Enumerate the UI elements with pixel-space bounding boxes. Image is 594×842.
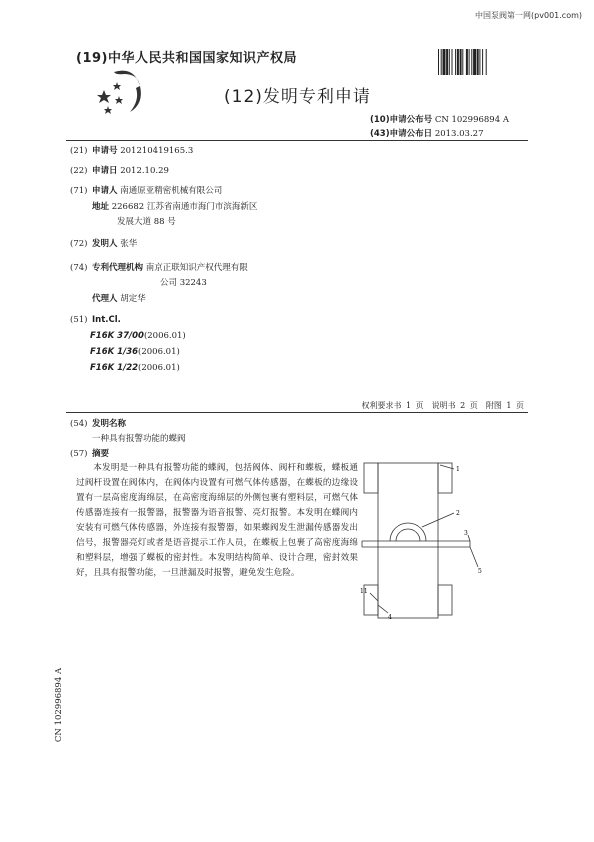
publication-number-row <box>370 113 509 125</box>
address-line-1: 226682 江苏省南通市海门市滨海新区 <box>111 202 258 212</box>
barcode-bar <box>449 49 450 75</box>
application-number-label: 申请号 <box>92 146 118 156</box>
application-date-row <box>70 164 169 179</box>
barcode-bar <box>438 49 439 75</box>
address-line-2: 发展大道 88 号 <box>117 217 176 227</box>
figure-label: 5 <box>478 568 482 575</box>
figure-label: 2 <box>456 510 460 517</box>
ipc-year: (2006.01) <box>143 331 186 341</box>
page-counts: 权利要求书 1 页 说明书 2 页 附图 1 页 <box>361 401 524 410</box>
barcode-bar <box>473 49 476 75</box>
barcode-bar <box>479 49 480 75</box>
applicant-value: 南通原亚精密机械有限公司 <box>120 186 223 196</box>
butterfly-valve-figure <box>360 455 490 625</box>
agency-row <box>70 261 248 276</box>
ipc-entry <box>90 331 186 341</box>
address-row <box>92 200 257 215</box>
barcode <box>438 49 524 75</box>
field-code: (57) <box>70 449 88 459</box>
inventor-row <box>70 237 137 252</box>
site-watermark: 中国泵阀第一网(pv001.com) <box>475 11 582 20</box>
agency-label: 专利代理机构 <box>92 263 144 273</box>
abstract-label: 摘要 <box>92 449 110 459</box>
application-date-label: 申请日 <box>92 166 118 176</box>
publication-date-value: 2013.03.27 <box>434 129 484 139</box>
field-code: (74) <box>70 263 88 273</box>
side-publication-number <box>52 660 66 750</box>
figure-label: 11 <box>360 588 368 595</box>
field-code: (72) <box>70 239 88 249</box>
barcode-bar <box>443 49 446 75</box>
inventor-label: 发明人 <box>92 239 118 249</box>
abstract-body <box>76 461 358 581</box>
side-number-text: CN 102996894 A <box>54 667 64 743</box>
field-code: (22) <box>70 166 88 176</box>
agent-row <box>92 292 146 307</box>
agent-value: 胡定华 <box>120 294 146 304</box>
barcode-bar <box>466 49 468 75</box>
field-code: (54) <box>70 419 88 429</box>
field-code: (51) <box>70 315 88 325</box>
application-number-row <box>70 144 193 159</box>
application-date-value: 2012.10.29 <box>120 166 169 176</box>
barcode-bar <box>469 49 470 75</box>
publication-date-label: (43)申请公布日 <box>370 129 433 139</box>
ipc-year: (2006.01) <box>138 363 180 373</box>
sipo-emblem-icon <box>94 66 146 118</box>
publication-number-label: (10)申请公布号 <box>370 115 433 125</box>
ipc-code: F16K 1/36 <box>90 347 139 357</box>
document-type-title: (12)发明专利申请 <box>224 87 371 107</box>
field-code: (21) <box>70 146 88 156</box>
ipc-entry <box>90 363 180 373</box>
figure-label: 4 <box>388 614 392 621</box>
ipc-entry <box>90 347 180 357</box>
agency-line-1: 南京正联知识产权代理有限 <box>145 263 248 273</box>
barcode-bar <box>441 49 442 75</box>
application-number-value: 201210419165.3 <box>120 146 194 156</box>
barcode-bar <box>486 49 487 75</box>
barcode-bar <box>471 49 472 75</box>
ipc-year: (2006.01) <box>138 347 180 357</box>
applicant-row <box>70 184 222 199</box>
barcode-bar <box>457 49 459 75</box>
ipc-code: F16K 37/00 <box>90 331 144 341</box>
mid-divider <box>66 412 528 413</box>
figure-label: 1 <box>456 466 460 473</box>
patent-office-name: (19)中华人民共和国国家知识产权局 <box>76 51 297 66</box>
abstract-heading-row <box>70 447 109 462</box>
intcl-label: Int.Cl. <box>92 315 121 325</box>
barcode-bar <box>455 49 456 75</box>
barcode-bar <box>482 49 483 75</box>
invention-title: 一种具有报警功能的蝶阀 <box>92 434 186 444</box>
publication-date-row <box>370 127 483 139</box>
publication-number-value: CN 102996894 A <box>434 115 509 125</box>
agent-label: 代理人 <box>92 294 118 304</box>
barcode-bar <box>452 49 453 75</box>
barcode-bar <box>477 49 479 75</box>
ipc-code: F16K 1/22 <box>90 363 139 373</box>
intcl-row <box>70 313 121 328</box>
abstract-text: 本发明是一种具有报警功能的蝶阀，包括阀体、阀杆和蝶板，蝶板通过阀杆设置在阀体内，在阀体内设置有可燃气体传感器，在蝶板的边缘设置有一层高密度海绵层，在高密度海绵层的外侧包裹有塑料层，可燃气体传感器连接有一报警器，报警器为语音报警、亮灯报警。本发明在蝶阀内安装有可燃气体传感器，外连接有报警器，如果蝶阀发生泄漏传感器发出信号，报警器亮灯或者是语音提示工作人员，在蝶板上包裹了高密度海绵和塑料层，增强了蝶板的密封性。本发明结构简单、设计合理，密封效果好，且具有报警功能，一旦泄漏及时报警，避免发生危险。 <box>76 463 358 578</box>
invention-title-label: 发明名称 <box>92 419 127 429</box>
barcode-bar <box>460 49 462 75</box>
barcode-bar <box>462 49 463 75</box>
top-divider <box>66 140 528 141</box>
field-code: (71) <box>70 186 88 196</box>
barcode-bar <box>446 49 448 75</box>
agency-line-2: 公司 32243 <box>160 278 207 288</box>
title-row <box>70 417 126 432</box>
inventor-value: 张华 <box>120 239 138 249</box>
figure-label: 3 <box>464 530 468 537</box>
applicant-label: 申请人 <box>92 186 118 196</box>
address-label: 地址 <box>92 202 110 212</box>
